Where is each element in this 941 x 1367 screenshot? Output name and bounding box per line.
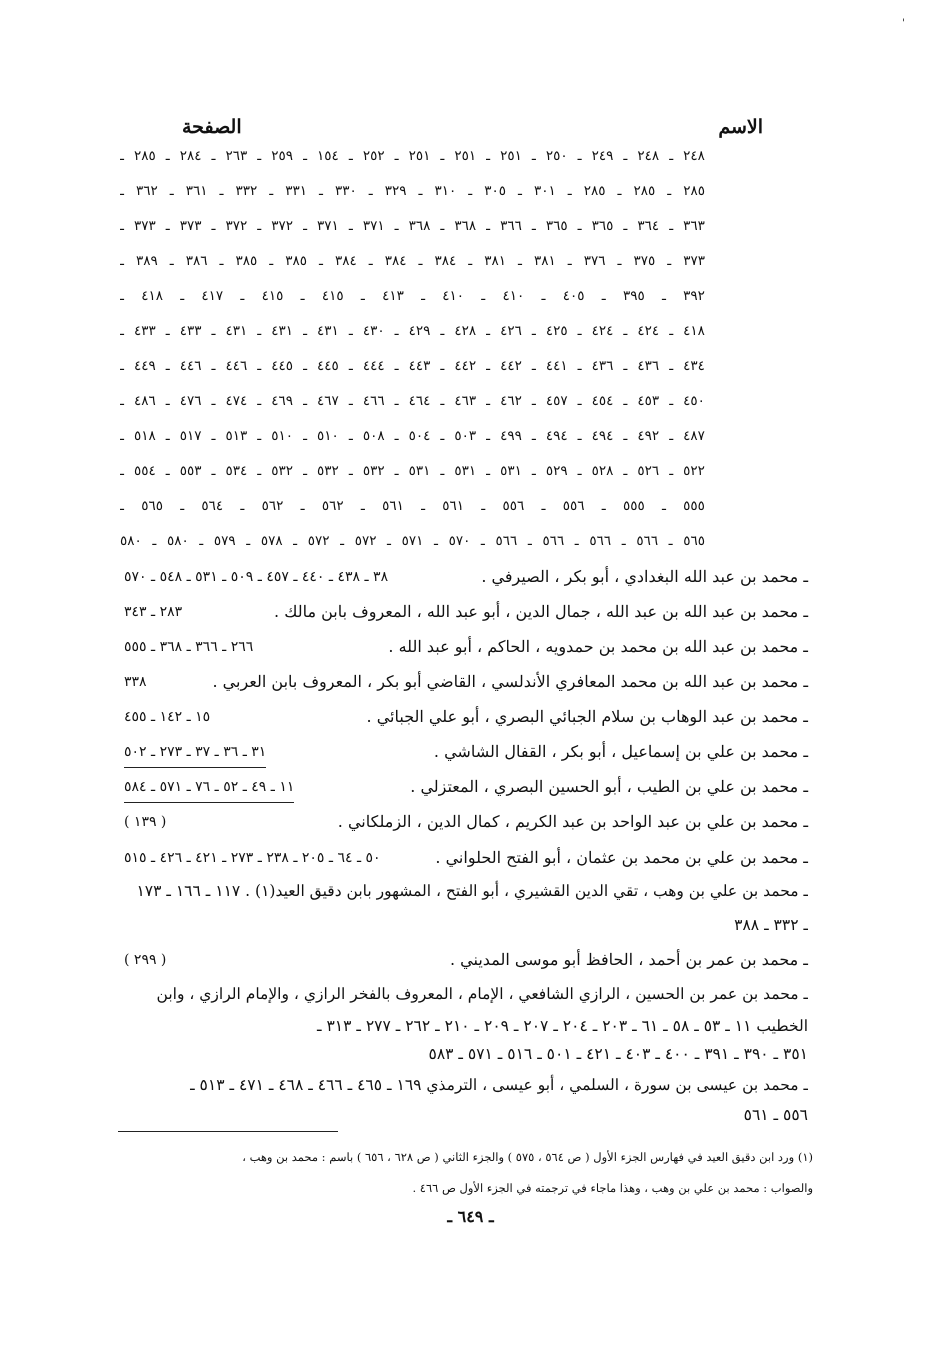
entry-name: ـ محمد بن عبد الله البغدادي ، أبو بكر ، الصيرفي . [481,567,808,586]
index-entry [118,844,808,872]
entry-pages: ٥٠ ـ ٦٤ ـ ٢٠٥ ـ ٢٣٨ ـ ٢٧٣ ـ ٤٢١ ـ ٤٢٦ ـ ٥١٥ [124,850,381,866]
index-entry [118,633,808,661]
footnote-line1: (١) ورد ابن دقيق العيد في فهارس الجزء الأول ( ص ٥٦٤ ، ٥٧٥ ) والجزء الثاني ( ص ٦٢٨ ، ٦٥٦ ) باسم : محمد بن وهب ، [242,1150,813,1164]
footnote-line2: والصواب : محمد بن علي بن وهب ، وهذا ماجاء في ترجمته في الجزء الأول ص ٤٦٦ . [412,1181,813,1195]
entry-name: ـ محمد بن علي بن محمد بن عثمان ، أبو الفتح الحلواني . [435,848,808,867]
entry-pages: ٣١ ـ ٣٦ ـ ٣٧ ـ ٢٧٣ ـ ٥٠٢ [124,738,266,768]
entry-pages: ( ٢٩٩ ) [124,952,167,968]
column-header-page: الصفحة [182,116,242,138]
continuation-line: ٤٨٧ ـ ٤٩٢ ـ ٤٩٤ ـ ٤٩٤ ـ ٤٩٩ ـ ٥٠٣ ـ ٥٠٤ ـ ٥٠٨ ـ ٥١٠ ـ ٥١٠ ـ ٥١٣ ـ ٥١٧ ـ ٥١٨ ـ [120,428,705,444]
index-entry [118,598,808,626]
continuation-line: ٢٤٨ ـ ٢٤٨ ـ ٢٤٩ ـ ٢٥٠ ـ ٢٥١ ـ ٢٥١ ـ ٢٥١ ـ ٢٥٢ ـ ١٥٤ ـ ٢٥٩ ـ ٢٦٣ ـ ٢٨٤ ـ ٢٨٥ ـ [120,148,705,164]
entry-pages: ١٥ ـ ١٤٢ ـ ٤٥٥ [124,709,211,725]
entry-name: ـ محمد بن عبد الله بن محمد بن حمدويه ، الحاكم ، أبو عبد الله . [388,637,808,656]
continuation-line: ٢٨٥ ـ ٢٨٥ ـ ٢٨٥ ـ ٣٠١ ـ ٣٠٥ ـ ٣١٠ ـ ٣٢٩ ـ ٣٣٠ ـ ٣٣١ ـ ٣٣٢ ـ ٣٦١ ـ ٣٦٢ ـ [120,183,705,199]
entry-tirmidhi-line1: ـ محمد بن عيسى بن سورة ، السلمي ، أبو عيسى ، الترمذي ١٦٩ ـ ٤٦٥ ـ ٤٦٦ ـ ٤٦٨ ـ ٤٧١ ـ ٥١٣ ـ [190,1076,808,1094]
entry-name: ـ محمد بن عبد الوهاب بن سلام الجبائي البصري ، أبو علي الجبائي . [366,707,808,726]
continuation-line: ٥٥٥ ـ ٥٥٥ ـ ٥٥٦ ـ ٥٥٦ ـ ٥٦١ ـ ٥٦١ ـ ٥٦٢ ـ ٥٦٢ ـ ٥٦٤ ـ ٥٦٥ ـ [120,498,705,514]
index-entry [118,808,808,836]
entry-pages: ٢٨٣ ـ ٣٤٣ [124,604,183,620]
entry-razi-line2: الخطيب ١١ ـ ٥٣ ـ ٥٨ ـ ٦١ ـ ٢٠٣ ـ ٢٠٤ ـ ٢٠٧ ـ ٢٠٩ ـ ٢١٠ ـ ٢٦٢ ـ ٢٧٧ ـ ٣١٣ ـ [316,1017,808,1035]
continuation-line: ٥٢٢ ـ ٥٢٦ ـ ٥٢٨ ـ ٥٢٩ ـ ٥٣١ ـ ٥٣١ ـ ٥٣١ ـ ٥٣٢ ـ ٥٣٢ ـ ٥٣٢ ـ ٥٣٤ ـ ٥٥٣ ـ ٥٥٤ ـ [120,463,705,479]
continuation-line: ٣٩٢ ـ ٣٩٥ ـ ٤٠٥ ـ ٤١٠ ـ ٤١٠ ـ ٤١٣ ـ ٤١٥ ـ ٤١٥ ـ ٤١٧ ـ ٤١٨ ـ [120,288,705,304]
page-number: ـ ٦٤٩ ـ [447,1207,494,1226]
index-entry [118,703,808,731]
entry-ibn-daqiq-line1: ـ محمد بن علي بن وهب ، تقي الدين القشيري ، أبو الفتح ، المشهور بابن دقيق العيد(١) . ١١٧ ـ ١٦٦ ـ ١٧٣ [136,882,808,900]
entry-pages: ٣٣٨ [124,674,147,690]
index-entry [118,738,808,766]
corner-mark: ' [902,18,905,29]
entry-name: ـ محمد بن علي بن إسماعيل ، أبو بكر ، القفال الشاشي . [433,742,808,761]
index-entry [118,946,808,974]
entry-tirmidhi-line2: ٥٥٦ ـ ٥٦١ [743,1106,808,1124]
entry-pages: ١١ ـ ٤٩ ـ ٥٢ ـ ٧٦ ـ ٥٧١ ـ ٥٨٤ [124,773,294,803]
entry-name: ـ محمد بن عمر بن أحمد ، الحافظ أبو موسى المديني . [450,950,808,969]
index-entry [118,668,808,696]
continuation-line: ٤٣٤ ـ ٤٣٦ ـ ٤٣٦ ـ ٤٤١ ـ ٤٤٢ ـ ٤٤٢ ـ ٤٤٣ ـ ٤٤٤ ـ ٤٤٥ ـ ٤٤٥ ـ ٤٤٦ ـ ٤٤٦ ـ ٤٤٩ ـ [120,358,705,374]
continuation-line: ٣٧٣ ـ ٣٧٥ ـ ٣٧٦ ـ ٣٨١ ـ ٣٨١ ـ ٣٨٤ ـ ٣٨٤ ـ ٣٨٤ ـ ٣٨٥ ـ ٣٨٥ ـ ٣٨٦ ـ ٣٨٩ ـ [120,253,705,269]
index-entry [118,773,808,801]
entry-pages: ٣٨ ـ ٤٣٨ ـ ٤٤٠ ـ ٤٥٧ ـ ٥٠٩ ـ ٥٣١ ـ ٥٤٨ ـ ٥٧٠ [124,569,389,585]
entry-pages: ( ١٣٩ ) [124,814,167,830]
entry-name: ـ محمد بن علي بن عبد الواحد بن عبد الكريم ، كمال الدين ، الزملكاني . [337,812,808,831]
entry-name: ـ محمد بن علي بن الطيب ، أبو الحسين البصري ، المعتزلي . [410,777,808,796]
continuation-line: ٤١٨ ـ ٤٢٤ ـ ٤٢٤ ـ ٤٢٥ ـ ٤٢٦ ـ ٤٢٨ ـ ٤٢٩ ـ ٤٣٠ ـ ٤٣١ ـ ٤٣١ ـ ٤٣١ ـ ٤٣٣ ـ ٤٣٣ ـ [120,323,705,339]
continuation-line: ٤٥٠ ـ ٤٥٣ ـ ٤٥٤ ـ ٤٥٧ ـ ٤٦٢ ـ ٤٦٣ ـ ٤٦٤ ـ ٤٦٦ ـ ٤٦٧ ـ ٤٦٩ ـ ٤٧٤ ـ ٤٧٦ ـ ٤٨٦ ـ [120,393,705,409]
entry-ibn-daqiq-line2: ـ ٣٣٢ ـ ٣٨٨ [734,916,808,934]
continuation-line: ٥٦٥ ـ ٥٦٦ ـ ٥٦٦ ـ ٥٦٦ ـ ٥٦٦ ـ ٥٧٠ ـ ٥٧١ ـ ٥٧٢ ـ ٥٧٢ ـ ٥٧٨ ـ ٥٧٩ ـ ٥٨٠ ـ ٥٨٠ [120,533,705,549]
entry-pages: ٢٦٦ ـ ٣٦٦ ـ ٣٦٨ ـ ٥٥٥ [124,639,254,655]
continuation-line: ٣٦٣ ـ ٣٦٤ ـ ٣٦٥ ـ ٣٦٥ ـ ٣٦٦ ـ ٣٦٨ ـ ٣٦٨ ـ ٣٧١ ـ ٣٧١ ـ ٣٧٢ ـ ٣٧٢ ـ ٣٧٣ ـ ٣٧٣ ـ [120,218,705,234]
footnote-rule [118,1131,338,1132]
column-header-name: الاسم [718,116,763,138]
entry-razi-line3: ٣٥١ ـ ٣٩٠ ـ ٣٩١ ـ ٤٠٠ ـ ٤٠٣ ـ ٤٢١ ـ ٥٠١ ـ ٥١٦ ـ ٥٧١ ـ ٥٨٣ [428,1045,808,1063]
entry-name: ـ محمد بن عبد الله بن محمد المعافري الأندلسي ، القاضي أبو بكر ، المعروف بابن العربي . [212,672,808,691]
index-entry [118,563,808,591]
entry-name: ـ محمد بن عبد الله بن عبد الله ، جمال الدين ، أبو عبد الله ، المعروف بابن مالك . [274,602,808,621]
entry-razi-line1: ـ محمد بن عمر بن الحسين ، الرازي الشافعي ، الإمام ، المعروف بالفخر الرازي ، والإمام الرازي ، وابن [156,985,808,1003]
